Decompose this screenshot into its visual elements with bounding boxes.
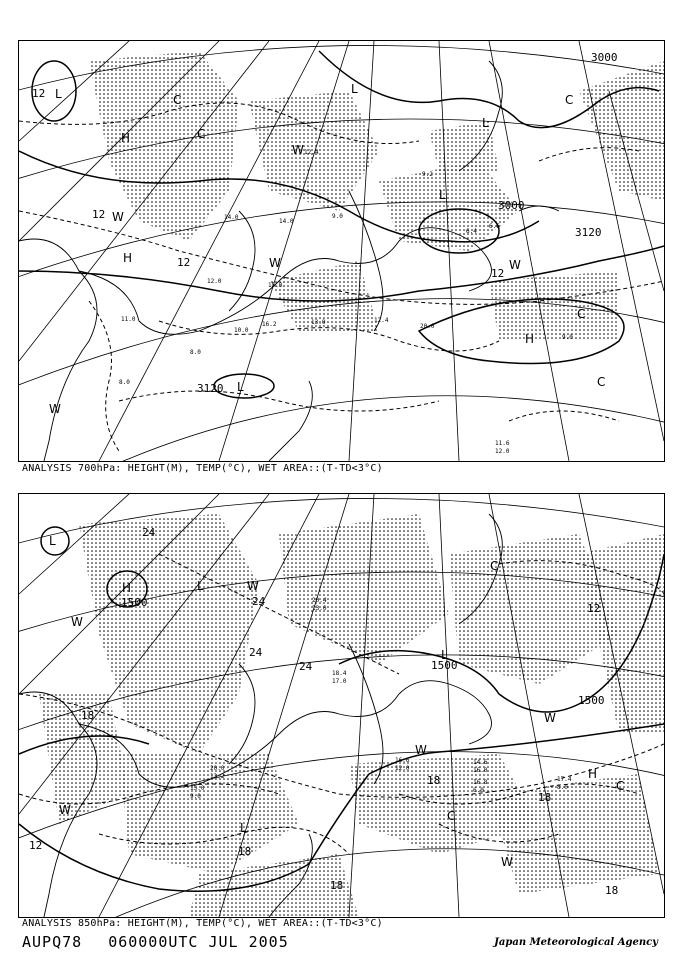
cold-center: C [597, 375, 606, 389]
low-pressure-center: L [441, 648, 448, 662]
station-value: 6.6 [489, 223, 500, 230]
station-value: 13.0 [312, 605, 327, 612]
station-value: 20.0 [420, 323, 435, 330]
high-pressure-center: H [525, 332, 535, 346]
temp-label: 24 [249, 646, 263, 659]
warm-center: W [269, 256, 281, 270]
height-label: 3120 [197, 382, 224, 395]
low-pressure-center: L [439, 188, 446, 202]
cold-center: C [490, 559, 499, 573]
station-value: 16.2 [262, 321, 277, 328]
chart-id-line [22, 933, 315, 951]
low-pressure-center: L [482, 116, 489, 130]
temp-label: 18 [330, 879, 344, 892]
station-value: 9.0 [562, 334, 573, 341]
temp-label: 12 [29, 839, 43, 852]
warm-center: W [71, 615, 83, 629]
station-value: 13.0 [311, 319, 326, 326]
warm-center: W [415, 743, 427, 757]
temp-label: 24 [142, 526, 156, 539]
cold-center: C [616, 779, 625, 793]
station-value: 16.6 [395, 757, 410, 764]
temp-label: 18 [427, 774, 441, 787]
temp-label: 12 [92, 208, 106, 221]
cold-center: C [173, 93, 182, 107]
panel-850-caption: ANALYSIS 850hPa: HEIGHT(M), TEMP(°C), WET AREA::(T-TD<3°C) [22, 918, 383, 929]
station-value: 17.0 [332, 678, 347, 685]
temp-label: 18 [238, 845, 252, 858]
height-label: 1500 [578, 694, 605, 707]
temp-label: 18 [605, 884, 619, 897]
temp-label: 18 [538, 791, 552, 804]
warm-center: W [292, 143, 304, 157]
panel-700-caption: ANALYSIS 700hPa: HEIGHT(M), TEMP(°C), WET AREA::(T-TD<3°C) [22, 463, 383, 474]
station-value: 11.0 [121, 316, 136, 323]
station-value: 12.4 [304, 149, 319, 156]
map-panel-850hpa [18, 493, 665, 918]
high-pressure-center: H [123, 251, 133, 265]
height-label: 3000 [498, 199, 525, 212]
warm-center: W [59, 803, 71, 817]
low-pressure-center: L [55, 87, 62, 101]
high-pressure-center: H [122, 581, 132, 595]
chart-time: 060000UTC JUL 2005 [108, 933, 289, 951]
low-pressure-center: L [237, 380, 244, 394]
station-value: 10.0 [234, 327, 249, 334]
warm-center: W [501, 855, 513, 869]
temp-label: 24 [252, 595, 266, 608]
station-value: 6.4 [466, 228, 477, 235]
station-value: 11.6 [495, 440, 510, 447]
agency-name: Japan Meteorological Agency [494, 937, 658, 948]
warm-center: W [247, 579, 259, 593]
cold-center: C [197, 127, 206, 141]
high-pressure-center: H [121, 131, 131, 145]
station-value: 8.0 [190, 349, 201, 356]
station-value: 8.0 [119, 379, 130, 386]
map-850hpa-labels [19, 494, 664, 917]
low-pressure-center: L [197, 579, 204, 593]
height-label: 1500 [121, 596, 148, 609]
station-value: 18.4 [332, 670, 347, 677]
temp-label: 18 [81, 709, 95, 722]
station-value: 9.0 [190, 793, 201, 800]
warm-center: W [509, 258, 521, 272]
cold-center: C [447, 809, 456, 823]
station-value: 13.2 [210, 773, 225, 780]
station-value: 16.0 [473, 767, 488, 774]
station-value: 16.8 [473, 779, 488, 786]
station-value: 14.0 [224, 214, 239, 221]
station-value: 12.0 [495, 448, 510, 455]
temp-label: 12 [491, 267, 505, 280]
warm-center: W [112, 210, 124, 224]
station-value: 9.0 [332, 213, 343, 220]
station-value: 12.0 [395, 765, 410, 772]
station-value: 17.4 [557, 776, 572, 783]
station-value: 9.2 [422, 171, 433, 178]
temp-label: 24 [299, 660, 313, 673]
station-value: 12.4 [374, 317, 389, 324]
station-value: 20.0 [210, 765, 225, 772]
temp-label: 12 [32, 87, 46, 100]
temp-label: 12 [177, 256, 191, 269]
station-value: 6.0 [473, 787, 484, 794]
chart-code: AUPQ78 [22, 933, 83, 951]
height-label: 1500 [431, 659, 458, 672]
station-value: 15.0 [190, 785, 205, 792]
station-value: 12.0 [207, 278, 222, 285]
height-label: 3000 [591, 51, 618, 64]
temp-label: 12 [587, 602, 601, 615]
station-value: 8.0 [557, 784, 568, 791]
station-value: 20.4 [312, 597, 327, 604]
low-pressure-center: L [240, 821, 247, 835]
height-label: 3120 [575, 226, 602, 239]
station-value: 14.6 [473, 759, 488, 766]
warm-center: W [544, 711, 556, 725]
station-value: 15.0 [268, 282, 283, 289]
map-panel-700hpa [18, 40, 665, 462]
station-value: 14.0 [279, 218, 294, 225]
cold-center: C [577, 307, 586, 321]
low-pressure-center: L [351, 82, 358, 96]
high-pressure-center: H [588, 767, 598, 781]
cold-center: C [565, 93, 574, 107]
map-700hpa-labels [19, 41, 664, 461]
warm-center: W [49, 402, 61, 416]
low-pressure-center: L [49, 534, 56, 548]
